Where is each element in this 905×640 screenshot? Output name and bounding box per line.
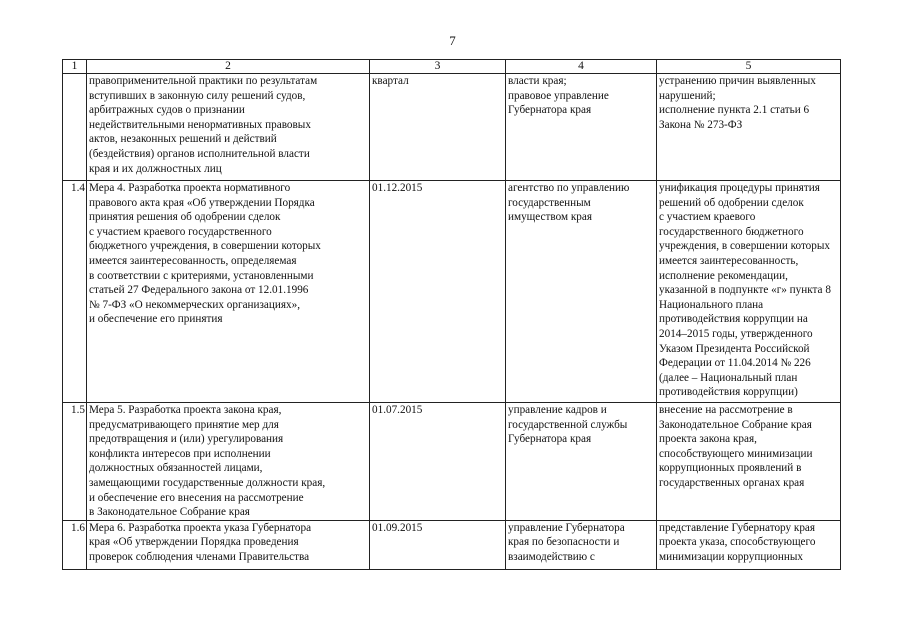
measure-cell [87, 181, 370, 403]
row-number-cell [63, 74, 87, 181]
executor-cell [506, 520, 657, 569]
header-cell: 3 [370, 60, 506, 74]
header-cell: 5 [657, 60, 841, 74]
text-line: агентство по управлению [508, 182, 630, 194]
text-line: с участием краевого государственного [89, 225, 272, 238]
header-cell: 2 [87, 60, 370, 74]
text-line: внесение на рассмотрение в [659, 404, 793, 416]
text-line: в Законодательное Собрание края [89, 506, 250, 519]
text-line: коррупционных проявлений в [659, 462, 802, 475]
text-line: арбитражных судов о признании [89, 104, 245, 117]
text-line: принятия решения об одобрении сделок [89, 211, 281, 224]
text-line: имуществом края [508, 211, 592, 224]
measures-table [62, 59, 841, 570]
text-line: актов, незаконных решений и действий [89, 133, 277, 146]
deadline-cell [370, 181, 506, 403]
text-line: бюджетного учреждения, в совершении которых [89, 240, 321, 253]
text-line: замещающими государственные должности края, [89, 476, 326, 489]
text-line: Указом Президента Российской [659, 342, 810, 355]
result-cell [657, 403, 841, 521]
row-number-cell: 1.5 [63, 403, 87, 521]
text-line: (бездействия) органов исполнительной власти [89, 147, 310, 160]
text-line: края и их должностных лиц [89, 162, 222, 175]
deadline-cell [370, 403, 506, 521]
text-line: имеется заинтересованность, определяемая [89, 254, 297, 267]
text-line: управление кадров и [508, 404, 607, 416]
text-line: управление Губернатора [508, 521, 625, 534]
page-number: 7 [449, 33, 456, 48]
text-line: решений об одобрении сделок [659, 196, 804, 209]
text-line: проверок соблюдения членами Правительства [89, 550, 310, 563]
text-line: государственных органах края [659, 476, 805, 489]
text-line: нарушений; [659, 89, 716, 102]
text-line: взаимодействию с [508, 550, 595, 563]
text-line: края по безопасности и [508, 536, 620, 549]
text-line: государственной службы [508, 418, 628, 431]
result-cell [657, 74, 841, 181]
table-row [63, 74, 841, 181]
text-line: вступивших в законную силу решений судов, [89, 89, 306, 102]
text-line: Губернатора края [508, 433, 592, 446]
text-line: (далее – Национальный план [659, 371, 798, 384]
table-row [63, 181, 841, 403]
table-row [63, 520, 841, 569]
row-number-cell: 1.6 [63, 520, 87, 569]
text-line: противодействия коррупции) [659, 386, 798, 399]
text-line: Федерации от 11.04.2014 № 226 [659, 357, 811, 370]
text-line: Мера 5. Разработка проекта закона края, [89, 404, 282, 416]
text-line: власти края; [508, 75, 567, 87]
text-line: и обеспечение его внесения на рассмотрение [89, 491, 304, 504]
measure-cell [87, 520, 370, 569]
text-line: и обеспечение его принятия [89, 313, 223, 326]
text-line: унификация процедуры принятия [659, 182, 820, 194]
row-number-cell: 1.4 [63, 181, 87, 403]
text-line: 01.07.2015 [372, 404, 423, 416]
text-line: конфликта интересов при исполнении [89, 447, 271, 460]
text-line: Закона № 273-ФЗ [659, 118, 743, 131]
text-line: имеется заинтересованность, [659, 254, 799, 267]
text-line: противодействия коррупции на [659, 313, 808, 326]
result-cell [657, 520, 841, 569]
header-row [63, 60, 841, 74]
text-line: квартал [372, 75, 409, 87]
text-line: № 7-ФЗ «О некоммерческих организациях», [89, 298, 300, 311]
text-line: Губернатора края [508, 104, 592, 117]
measure-cell [87, 403, 370, 521]
text-line: недействительными ненормативных правовых [89, 118, 311, 131]
executor-cell [506, 403, 657, 521]
text-line: должностных обязанностей лицами, [89, 462, 263, 475]
text-line: государственного бюджетного [659, 225, 804, 238]
text-line: Мера 6. Разработка проекта указа Губернатора [89, 521, 312, 534]
text-line: в соответствии с критериями, установленными [89, 269, 314, 282]
deadline-cell [370, 74, 506, 181]
result-cell [657, 181, 841, 403]
text-line: предотвращения и (или) урегулирования [89, 433, 284, 446]
header-cell: 1 [63, 60, 87, 74]
text-line: 01.12.2015 [372, 182, 423, 194]
text-line: предусматривающего принятие мер для [89, 418, 279, 431]
text-line: правового акта края «Об утверждении Порядка [89, 196, 315, 209]
text-line: правовое управление [508, 89, 609, 102]
text-line: государственным [508, 196, 591, 209]
text-line: устранению причин выявленных [659, 75, 816, 87]
text-line: с участием краевого [659, 211, 756, 224]
executor-cell [506, 181, 657, 403]
text-line: Мера 4. Разработка проекта нормативного [89, 182, 291, 194]
text-line: учреждения, в совершении которых [659, 240, 830, 253]
text-line: Национального плана [659, 298, 764, 311]
text-line: статьей 27 Федерального закона от 12.01.1996 [89, 284, 309, 297]
text-line: правоприменительной практики по результатам [89, 75, 318, 87]
measure-cell [87, 74, 370, 181]
text-line: Законодательное Собрание края [659, 418, 812, 431]
executor-cell [506, 74, 657, 181]
deadline-cell [370, 520, 506, 569]
text-line: 2014–2015 годы, утвержденного [659, 327, 813, 340]
text-line: исполнение пункта 2.1 статьи 6 [659, 104, 810, 117]
text-line: минимизации коррупционных [659, 550, 803, 563]
header-cell: 4 [506, 60, 657, 74]
text-line: 01.09.2015 [372, 521, 423, 534]
text-line: края «Об утверждении Порядка проведения [89, 536, 299, 549]
text-line: проекта закона края, [659, 433, 757, 446]
table-row [63, 403, 841, 521]
text-line: проекта указа, способствующего [659, 536, 816, 549]
text-line: исполнение рекомендации, [659, 269, 788, 282]
text-line: способствующего минимизации [659, 447, 813, 460]
text-line: указанной в подпункте «г» пункта 8 [659, 284, 831, 297]
text-line: представление Губернатору края [659, 521, 816, 534]
